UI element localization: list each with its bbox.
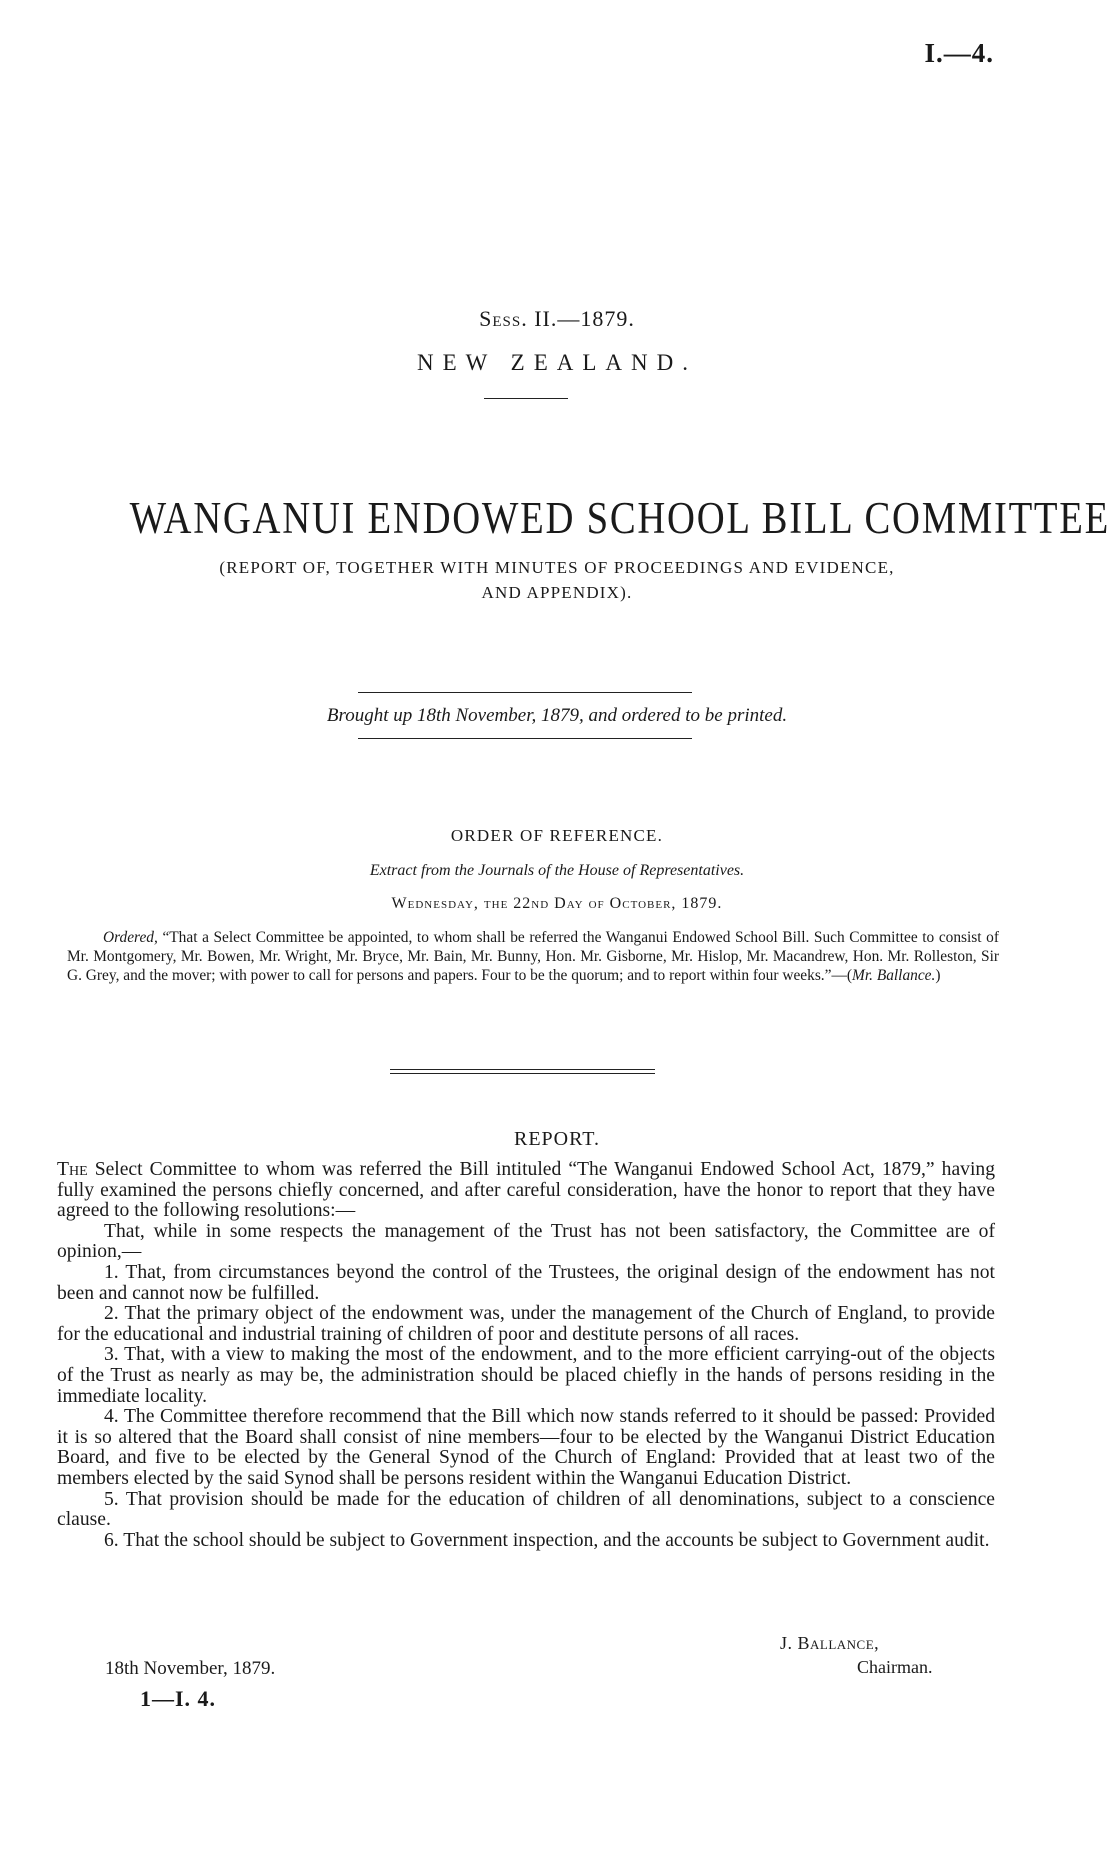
order-dateline: Wednesday, the 22nd Day of October, 1879. (391, 895, 723, 912)
order-mover: Mr. Ballance. (852, 967, 936, 984)
signatory-role: Chairman. (857, 1657, 933, 1677)
order-of-reference-heading: ORDER OF REFERENCE. (450, 826, 664, 845)
signatory-name: J. Ballance, (780, 1633, 880, 1653)
report-body (57, 1160, 995, 1551)
divider (390, 1069, 655, 1070)
divider (358, 692, 692, 693)
document-title: WANGANUI ENDOWED SCHOOL BILL COMMITTEE (129, 493, 1111, 543)
paper-code: 1—I. 4. (140, 1686, 217, 1711)
divider (484, 398, 568, 399)
report-date: 18th November, 1879. (105, 1658, 276, 1679)
divider (358, 738, 692, 739)
ordered-label: Ordered, (103, 929, 158, 946)
order-close: ) (935, 967, 941, 984)
divider (390, 1073, 655, 1074)
page-reference: I.—4. (924, 38, 994, 68)
journal-extract-line: Extract from the Journals of the House of Representatives. (369, 862, 745, 879)
order-text (67, 928, 999, 985)
order-body: “That a Select Committee be appointed, to whom shall be referred the Wanganui Endowed School Bill. Such Committee to consist of Mr. Montgomery, Mr. Bowen, Mr. Wright, Mr. Bryce, Mr. Bain, Mr. Bunny, Hon. Mr. Gisborne, Mr. Hislop, Mr. Macandrew, Hon. Mr. Rolleston, Sir G. Grey, and the mover; with power to call for persons and papers. Four to be the quorum; and to report within four weeks.”—( (67, 929, 999, 984)
report-paragraph: That, while in some respects the management of the Trust has not been satisfactory, the Committee are of opinion,— (57, 1220, 995, 1263)
report-resolution: 5. That provision should be made for the education of children of all denominations, subject to a conscience clause. (57, 1488, 995, 1531)
report-resolution: 4. The Committee therefore recommend that the Bill which now stands referred to it should be passed: Provided it is so altered that the Board shall consist of nine members—four to be elected by the Wanganui District Education Board, and five to be elected by the General Synod of the Church of England: Provided that at least two of the members elected by the said Synod shall be persons resident within the Wanganui Education District. (57, 1406, 995, 1489)
country-name: NEW ZEALAND. (416, 350, 698, 375)
report-opening-word: The (57, 1159, 88, 1180)
report-resolution: 6. That the school should be subject to Government inspection, and the accounts be subject to Government audit. (104, 1529, 990, 1551)
document-subtitle (150, 555, 964, 605)
report-resolution: 2. That the primary object of the endowment was, under the management of the Church of England, to provide for the educational and industrial training of children of poor and destitute persons of all races. (57, 1303, 995, 1345)
report-resolution: 3. That, with a view to making the most of the endowment, and to the more efficient carrying-out of the objects of the Trust as nearly as may be, the administration should be placed chiefly in the hands of persons residing in the immediate locality. (57, 1344, 995, 1407)
report-heading: REPORT. (514, 1128, 600, 1150)
session-line: Sess. II.—1879. (479, 306, 635, 331)
brought-up-line: Brought up 18th November, 1879, and ordered to be printed. (326, 705, 788, 726)
subtitle-line-1: (REPORT OF, TOGETHER WITH MINUTES OF PROCEEDINGS AND EVIDENCE, (219, 558, 895, 577)
subtitle-line-2: AND APPENDIX). (481, 583, 633, 602)
report-paragraph: The Select Committee to whom was referred the Bill intituled “The Wanganui Endowed School Act, 1879,” having fully examined the persons chiefly concerned, and after careful consideration, have the honor to report that they have agreed to the following resolutions:— (57, 1159, 995, 1222)
report-resolution: 1. That, from circumstances beyond the control of the Trustees, the original design of the endowment has not been and cannot now be fulfilled. (57, 1261, 995, 1304)
